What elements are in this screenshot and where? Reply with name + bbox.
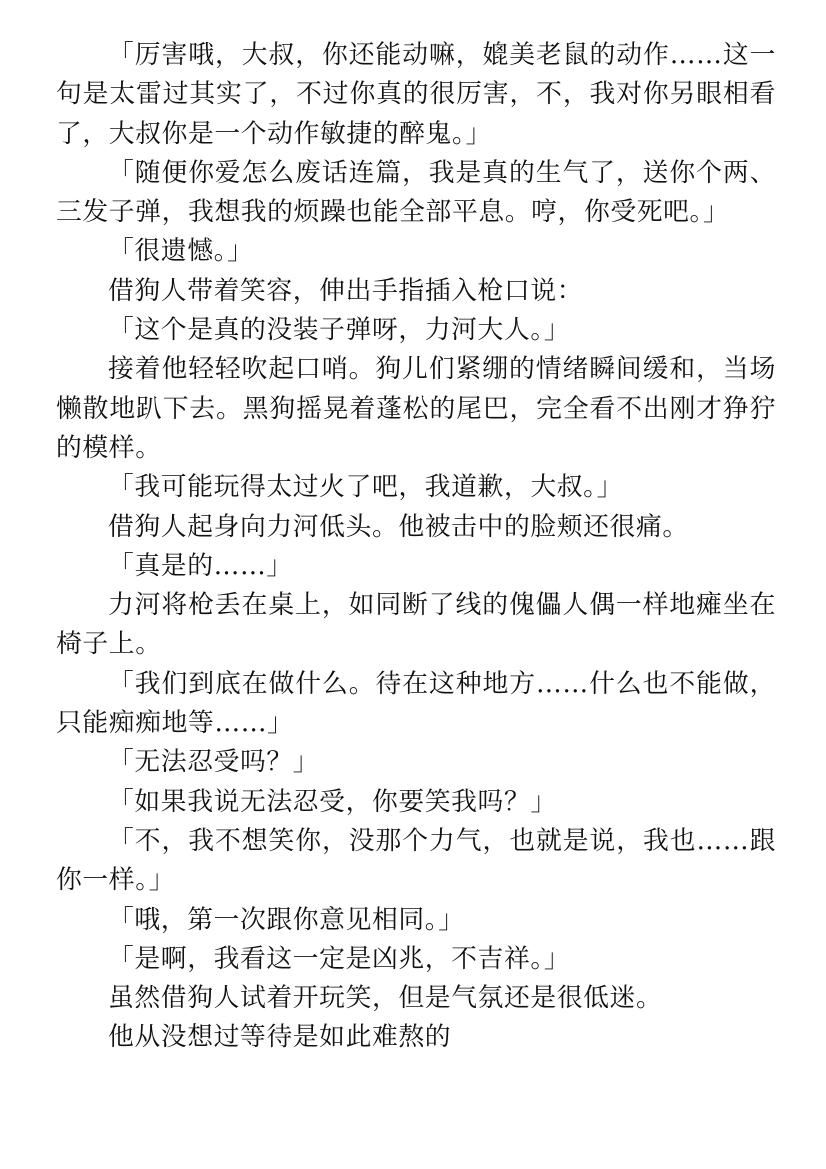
paragraph: 「是啊，我看这一定是凶兆，不吉祥。」 xyxy=(108,943,571,974)
paragraph: 「不，我不想笑你，没那个力气，也就是说，我也……跟你一样。」 xyxy=(56,825,776,896)
paragraph: 「真是的……」 xyxy=(108,550,293,581)
document-page xyxy=(56,36,776,1058)
paragraph: 「这个是真的没装子弹呀，力河大人。」 xyxy=(108,315,571,346)
paragraph: 虽然借狗人试着开玩笑，但是气氛还是很低迷。 xyxy=(108,983,663,1014)
paragraph: 「很遗憾。」 xyxy=(108,236,254,267)
paragraph: 借狗人起身向力河低头。他被击中的脸颊还很痛。 xyxy=(108,511,689,542)
paragraph: 「厉害哦，大叔，你还能动嘛，媲美老鼠的动作……这一句是太雷过其实了，不过你真的很厉害，不，我对你另眼相看了，大叔你是一个动作敏捷的醉鬼。」 xyxy=(56,40,776,149)
paragraph: 「我可能玩得太过火了吧，我道歉，大叔。」 xyxy=(108,472,624,503)
paragraph: 「随便你爱怎么废话连篇，我是真的生气了，送你个两、三发子弹，我想我的烦躁也能全部平息。哼，你受死吧。」 xyxy=(56,157,776,228)
paragraph: 「如果我说无法忍受，你要笑我吗？」 xyxy=(108,786,557,817)
paragraph: 「无法忍受吗？」 xyxy=(108,747,320,778)
paragraph: 他从没想过等待是如此难熬的 xyxy=(108,1022,452,1053)
paragraph: 力河将枪丢在桌上，如同断了线的傀儡人偶一样地瘫坐在椅子上。 xyxy=(56,590,776,660)
paragraph: 接着他轻轻吹起口哨。狗儿们紧绷的情绪瞬间缓和，当场懒散地趴下去。黑狗摇晃着蓬松的尾巴，完全看不出刚才狰狞的模样。 xyxy=(56,354,776,463)
paragraph: 「哦，第一次跟你意见相同。」 xyxy=(108,904,465,935)
paragraph: 借狗人带着笑容，伸出手指插入枪口说： xyxy=(108,275,584,306)
paragraph: 「我们到底在做什么。待在这种地方……什么也不能做，只能痴痴地等……」 xyxy=(56,668,776,739)
